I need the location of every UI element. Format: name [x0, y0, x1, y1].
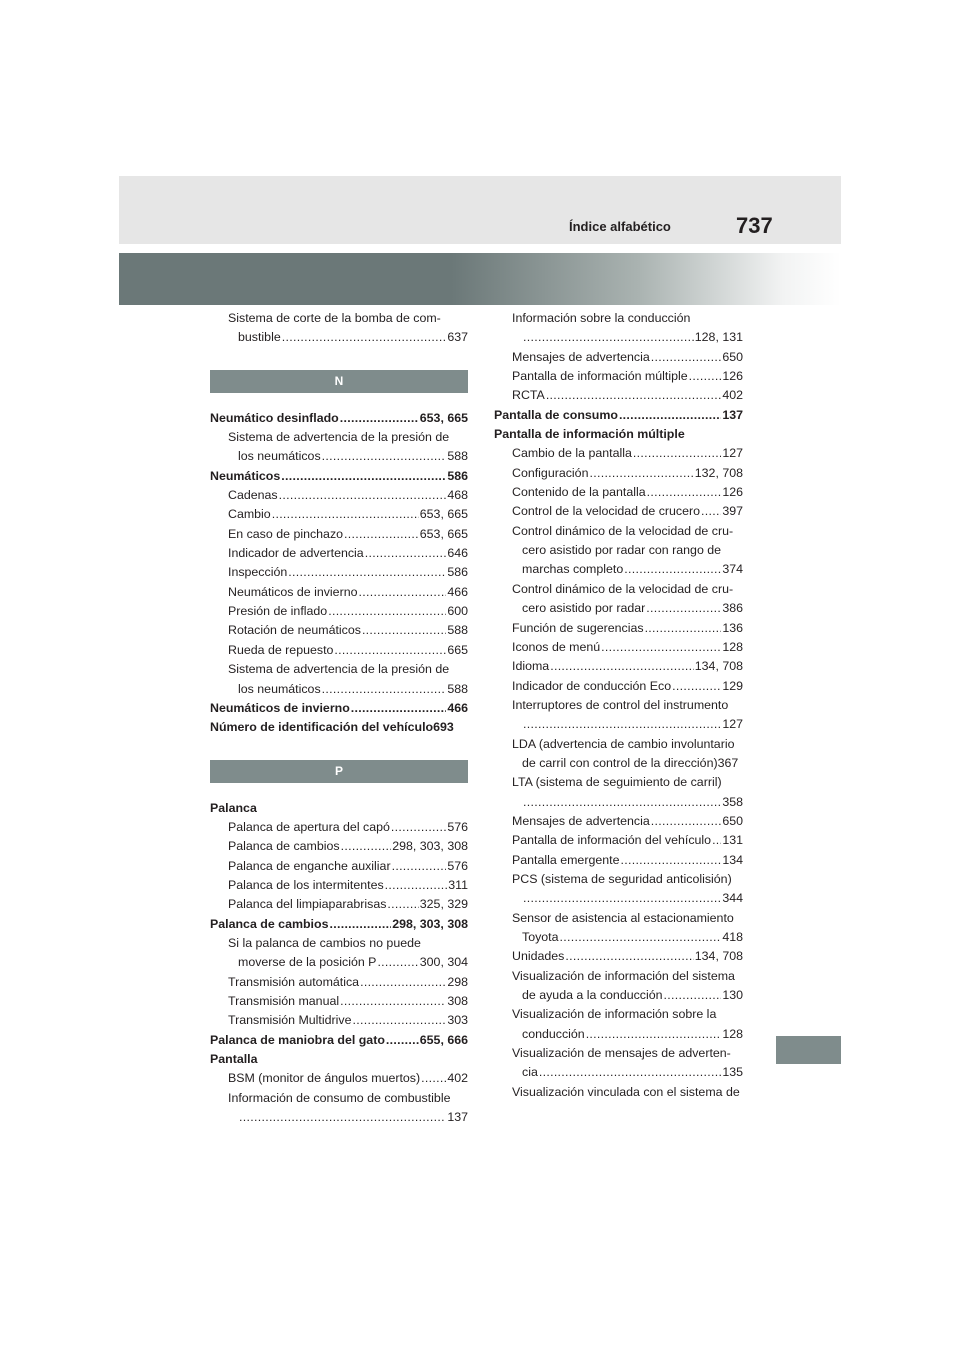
index-subentry[interactable]: Indicador de conducción Eco ..... 129 [494, 677, 743, 696]
index-subentry[interactable]: Rueda de repuesto ..... 665 [210, 641, 468, 660]
index-entry[interactable]: Pantalla de consumo ..... 137 [494, 406, 743, 425]
index-subentry[interactable]: Cambio de la pantalla ..... 127 [494, 444, 743, 463]
index-subentry: Sistema de advertencia de la presión de [228, 430, 450, 445]
index-subentry: Si la palanca de cambios no puede [228, 935, 421, 950]
index-entry: Palanca [210, 800, 257, 815]
index-subentry[interactable]: conducción ..... 128 [494, 1025, 743, 1044]
index-subentry[interactable]: Neumáticos de invierno ..... 466 [210, 583, 468, 602]
index-entry: Sistema de corte de la bomba de com- [228, 311, 441, 325]
index-subentry: Interruptores de control del instrumento [512, 697, 729, 712]
index-subentry: Sensor de asistencia al estacionamiento [512, 910, 734, 925]
index-subentry[interactable]: Pantalla de información del vehículo ..... 131 [494, 831, 743, 850]
index-subentry[interactable]: Palanca de enganche auxiliar ..... 576 [210, 857, 468, 876]
index-subentry: LTA (sistema de seguimiento de carril) [512, 775, 722, 790]
index-column-right [494, 309, 743, 1102]
index-entry[interactable]: Palanca de maniobra del gato ..... 655, 666 [210, 1031, 468, 1050]
index-subentry[interactable]: los neumáticos ..... 588 [210, 680, 468, 699]
index-entry[interactable]: Palanca de cambios ..... 298, 303, 308 [210, 915, 468, 934]
index-subentry[interactable]: Pantalla de información múltiple ..... 126 [494, 367, 743, 386]
index-subentry[interactable]: Presión de inflado ..... 600 [210, 602, 468, 621]
index-entry[interactable]: Neumáticos de invierno ..... 466 [210, 699, 468, 718]
thumb-index-tab[interactable] [776, 1036, 841, 1064]
index-subentry: Visualización vinculada con el sistema de [512, 1084, 740, 1099]
index-subentry[interactable]: de carril con control de la dirección)367 [522, 755, 739, 770]
section-title: Índice alfabético [569, 219, 671, 234]
index-subentry[interactable]: Transmisión manual ..... 308 [210, 992, 468, 1011]
index-subentry: Sistema de advertencia de la presión de [228, 662, 450, 677]
index-subentry: Visualización de información sobre la [512, 1007, 717, 1022]
index-subentry: Visualización de información del sistema [512, 968, 735, 983]
index-entry[interactable]: Neumático desinflado ..... 653, 665 [210, 409, 468, 428]
index-subentry[interactable]: Palanca de cambios ..... 298, 303, 308 [210, 837, 468, 856]
index-subentry[interactable]: Mensajes de advertencia ..... 650 [494, 812, 743, 831]
index-subentry: Información de consumo de combustible [228, 1090, 451, 1105]
section-header-n: N [210, 370, 468, 393]
index-subentry[interactable]: Iconos de menú ..... 128 [494, 638, 743, 657]
index-subentry: Control dinámico de la velocidad de cru- [512, 523, 734, 538]
index-subentry[interactable]: ..... 137 [210, 1108, 468, 1127]
section-header-p: P [210, 760, 468, 783]
index-entry[interactable]: bustible ..... 637 [210, 328, 468, 347]
index-subentry: Información sobre la conducción [512, 311, 691, 325]
index-subentry[interactable]: Inspección ..... 586 [210, 563, 468, 582]
index-subentry[interactable]: Transmisión automática ..... 298 [210, 973, 468, 992]
index-entry: Pantalla [210, 1052, 258, 1066]
index-subentry[interactable]: Palanca de apertura del capó ..... 576 [210, 818, 468, 837]
index-subentry[interactable]: ..... 127 [494, 715, 743, 734]
header-bar [119, 176, 841, 244]
index-subentry[interactable]: Palanca del limpiaparabrisas ..... 325, 329 [210, 895, 468, 914]
index-subentry[interactable]: ..... 128, 131 [494, 328, 743, 347]
index-subentry[interactable]: Contenido de la pantalla ..... 126 [494, 483, 743, 502]
index-subentry[interactable]: BSM (monitor de ángulos muertos) ..... 402 [210, 1069, 468, 1088]
decorative-band [119, 253, 841, 305]
index-subentry: Visualización de mensajes de adverten- [512, 1046, 731, 1061]
index-subentry: LDA (advertencia de cambio involuntario [512, 736, 735, 751]
index-subentry[interactable]: RCTA ..... 402 [494, 386, 743, 405]
index-subentry[interactable]: Unidades ..... 134, 708 [494, 947, 743, 966]
index-subentry[interactable]: ..... 344 [494, 889, 743, 908]
index-subentry[interactable]: Transmisión Multidrive ..... 303 [210, 1011, 468, 1030]
index-subentry[interactable]: Mensajes de advertencia ..... 650 [494, 348, 743, 367]
index-subentry[interactable]: Cadenas ..... 468 [210, 486, 468, 505]
index-subentry[interactable]: Rotación de neumáticos ..... 588 [210, 621, 468, 640]
index-subentry[interactable]: Toyota ..... 418 [494, 928, 743, 947]
index-subentry[interactable]: En caso de pinchazo ..... 653, 665 [210, 525, 468, 544]
index-subentry[interactable]: ..... 358 [494, 793, 743, 812]
index-subentry: Control dinámico de la velocidad de cru- [512, 581, 734, 596]
index-subentry[interactable]: de ayuda a la conducción ..... 130 [494, 986, 743, 1005]
index-subentry[interactable]: Función de sugerencias ..... 136 [494, 619, 743, 638]
index-entry[interactable]: Neumáticos ..... 586 [210, 467, 468, 486]
index-subentry: PCS (sistema de seguridad anticolisión) [512, 871, 732, 886]
index-column-left [210, 309, 468, 1127]
index-subentry[interactable]: los neumáticos ..... 588 [210, 447, 468, 466]
index-subentry: cero asistido por radar con rango de [522, 543, 722, 558]
index-subentry[interactable]: Indicador de advertencia ..... 646 [210, 544, 468, 563]
index-subentry[interactable]: Configuración ..... 132, 708 [494, 464, 743, 483]
index-subentry[interactable]: Cambio ..... 653, 665 [210, 505, 468, 524]
index-subentry[interactable]: marchas completo ..... 374 [494, 560, 743, 579]
index-entry: Pantalla de información múltiple [494, 427, 685, 442]
index-subentry[interactable]: Pantalla emergente ..... 134 [494, 851, 743, 870]
index-entry[interactable]: Número de identificación del vehículo693 [210, 720, 454, 735]
index-subentry[interactable]: Control de la velocidad de crucero ..... 397 [494, 502, 743, 521]
index-subentry[interactable]: Palanca de los intermitentes ..... 311 [210, 876, 468, 895]
index-subentry[interactable]: cia ..... 135 [494, 1063, 743, 1082]
page-number: 737 [736, 213, 773, 238]
index-subentry[interactable]: cero asistido por radar ..... 386 [494, 599, 743, 618]
index-subentry[interactable]: moverse de la posición P ..... 300, 304 [210, 953, 468, 972]
index-subentry[interactable]: Idioma ..... 134, 708 [494, 657, 743, 676]
